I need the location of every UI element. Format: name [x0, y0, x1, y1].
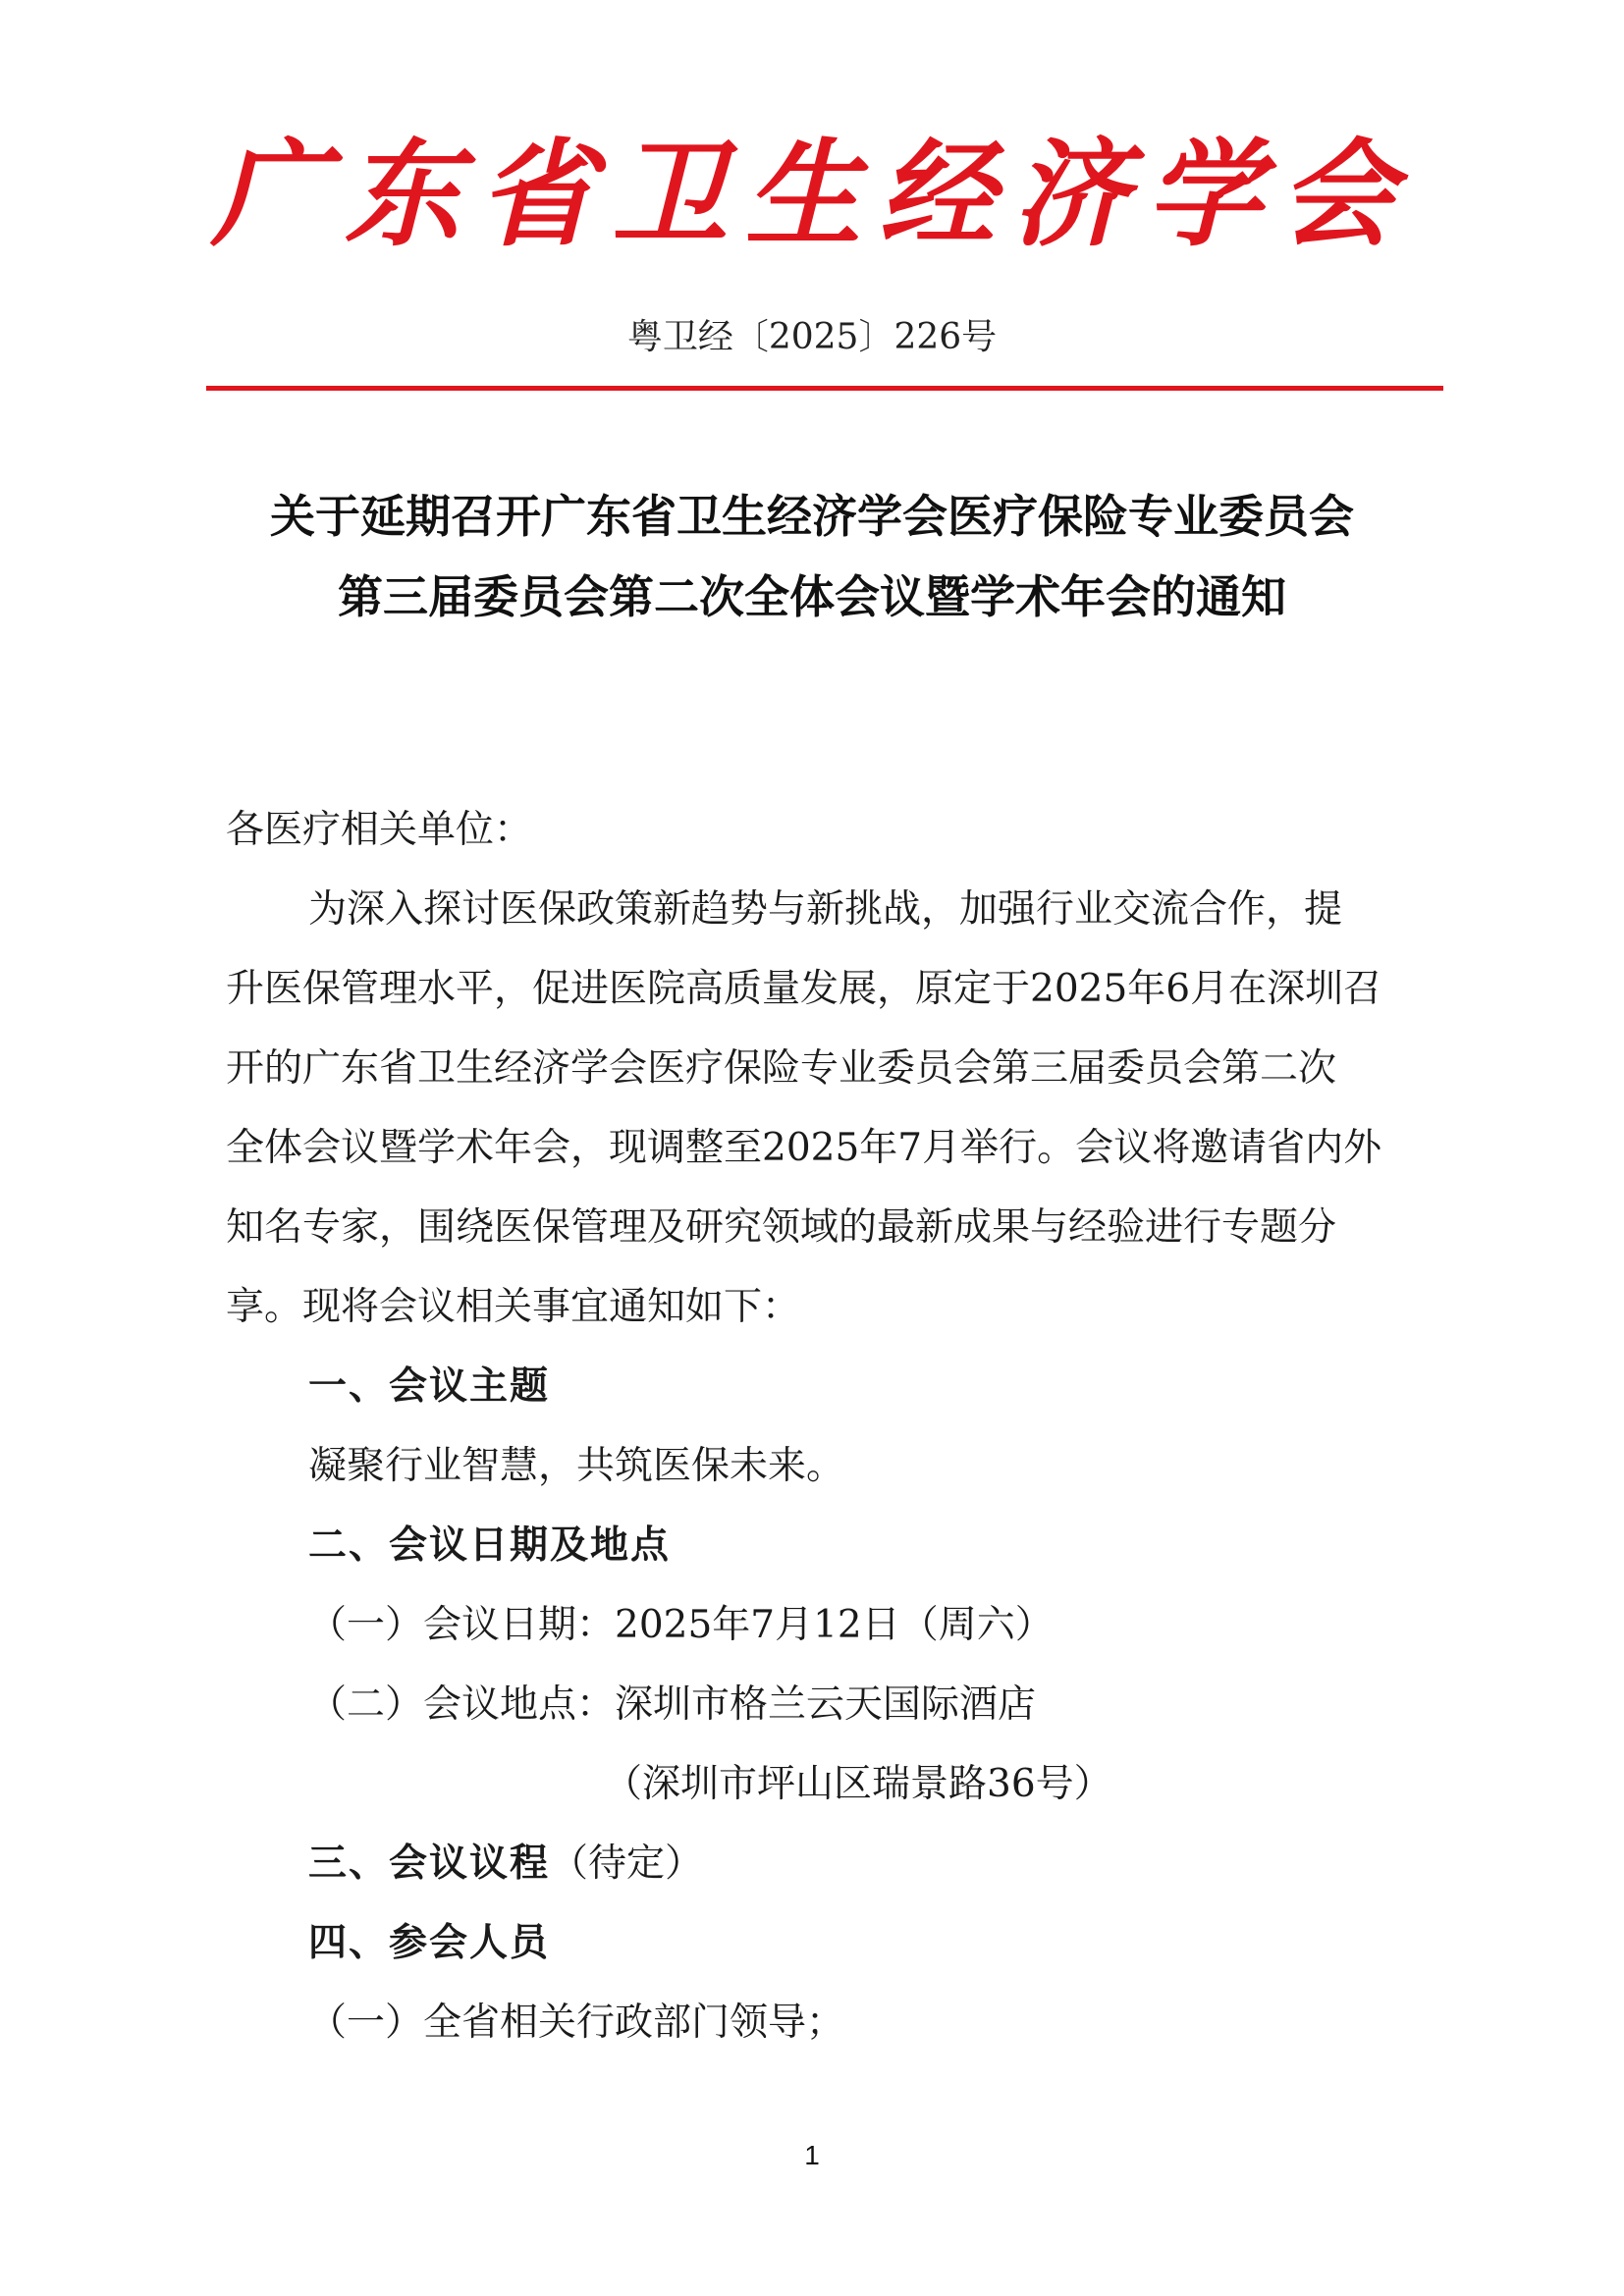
section-3-note: （待定） — [550, 1842, 704, 1886]
intro-line-5: 知名专家，围绕医保管理及研究领域的最新成果与经验进行专题分 — [226, 1205, 1337, 1250]
intro-line-2: 升医保管理水平，促进医院高质量发展，原定于2025年6月在深圳召 — [226, 967, 1382, 1011]
page-number: 1 — [804, 2140, 820, 2170]
salutation: 各医疗相关单位： — [226, 808, 533, 852]
title-line-2: 第三届委员会第二次全体会议暨学术年会的通知 — [338, 570, 1286, 623]
meeting-date: （一）会议日期：2025年7月12日（周六） — [308, 1603, 1054, 1647]
intro-line-3: 开的广东省卫生经济学会医疗保险专业委员会第三届委员会第二次 — [226, 1046, 1337, 1091]
meeting-venue: （二）会议地点：深圳市格兰云天国际酒店 — [308, 1682, 1037, 1727]
title-line-1: 关于延期召开广东省卫生经济学会医疗保险专业委员会 — [270, 490, 1354, 543]
section-4-heading: 四、参会人员 — [308, 1921, 551, 1965]
document-number: 粤卫经〔2025〕226号 — [626, 317, 998, 357]
document-title — [0, 476, 1624, 637]
intro-line-1: 为深入探讨医保政策新趋势与新挑战，加强行业交流合作，提 — [308, 887, 1343, 932]
section-3 — [226, 1824, 1434, 1903]
section-3-heading: 三、会议议程 — [308, 1842, 551, 1886]
intro-line-6: 享。现将会议相关事宜通知如下： — [226, 1285, 801, 1329]
attendee-item-1: （一）全省相关行政部门领导； — [308, 2001, 845, 2045]
section-1-heading: 一、会议主题 — [308, 1364, 551, 1409]
letterhead-org-name: 广东省卫生经济学会 — [210, 126, 1413, 262]
section-1-text: 凝聚行业智慧，共筑医保未来。 — [308, 1444, 845, 1488]
meeting-address: （深圳市坪山区瑞景路36号） — [604, 1762, 1112, 1806]
section-2-heading: 二、会议日期及地点 — [308, 1523, 672, 1568]
intro-line-4: 全体会议暨学术年会，现调整至2025年7月举行。会议将邀请省内外 — [226, 1126, 1382, 1170]
document-body — [226, 790, 1434, 2062]
letterhead-red-divider — [206, 386, 1443, 391]
